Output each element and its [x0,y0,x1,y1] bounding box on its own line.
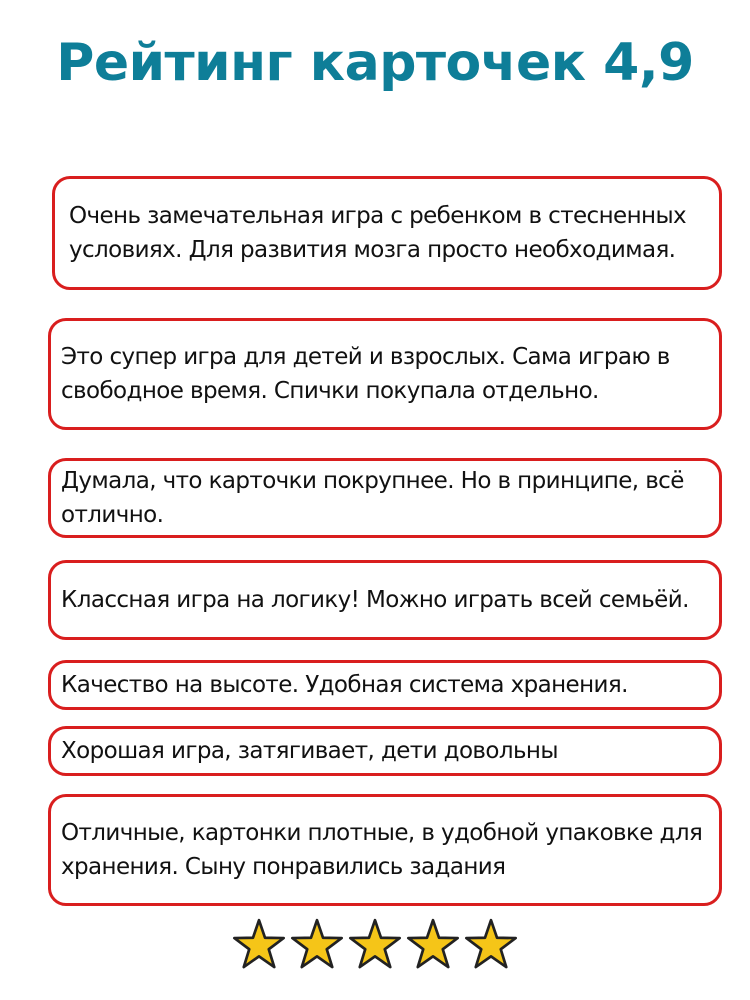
review-card [48,458,722,538]
review-text: Отличные, картонки плотные, в удобной упаковке для хранения. Сыну понравились задания [61,820,703,880]
review-text: Классная игра на логику! Можно играть всей семьёй. [61,587,689,613]
star-icon [348,918,402,972]
review-card [52,176,722,290]
page-title: Рейтинг карточек 4,9 [56,33,694,93]
review-card [48,560,722,640]
review-card [48,660,722,710]
star-icon [290,918,344,972]
review-card [48,794,722,906]
review-text: Это супер игра для детей и взрослых. Сама играю в свободное время. Спички покупала отдельно. [61,344,670,404]
review-text: Думала, что карточки покрупнее. Но в принципе, всё отлично. [61,468,684,528]
review-text: Очень замечательная игра с ребенком в стесненных условиях. Для развития мозга просто необходимая. [69,203,687,263]
rating-stars [0,918,750,978]
review-text: Качество на высоте. Удобная система хранения. [61,672,628,698]
review-card [48,726,722,776]
star-icon [464,918,518,972]
star-icon [232,918,286,972]
review-text: Хорошая игра, затягивает, дети довольны [61,738,558,764]
review-card [48,318,722,430]
star-icon [406,918,460,972]
